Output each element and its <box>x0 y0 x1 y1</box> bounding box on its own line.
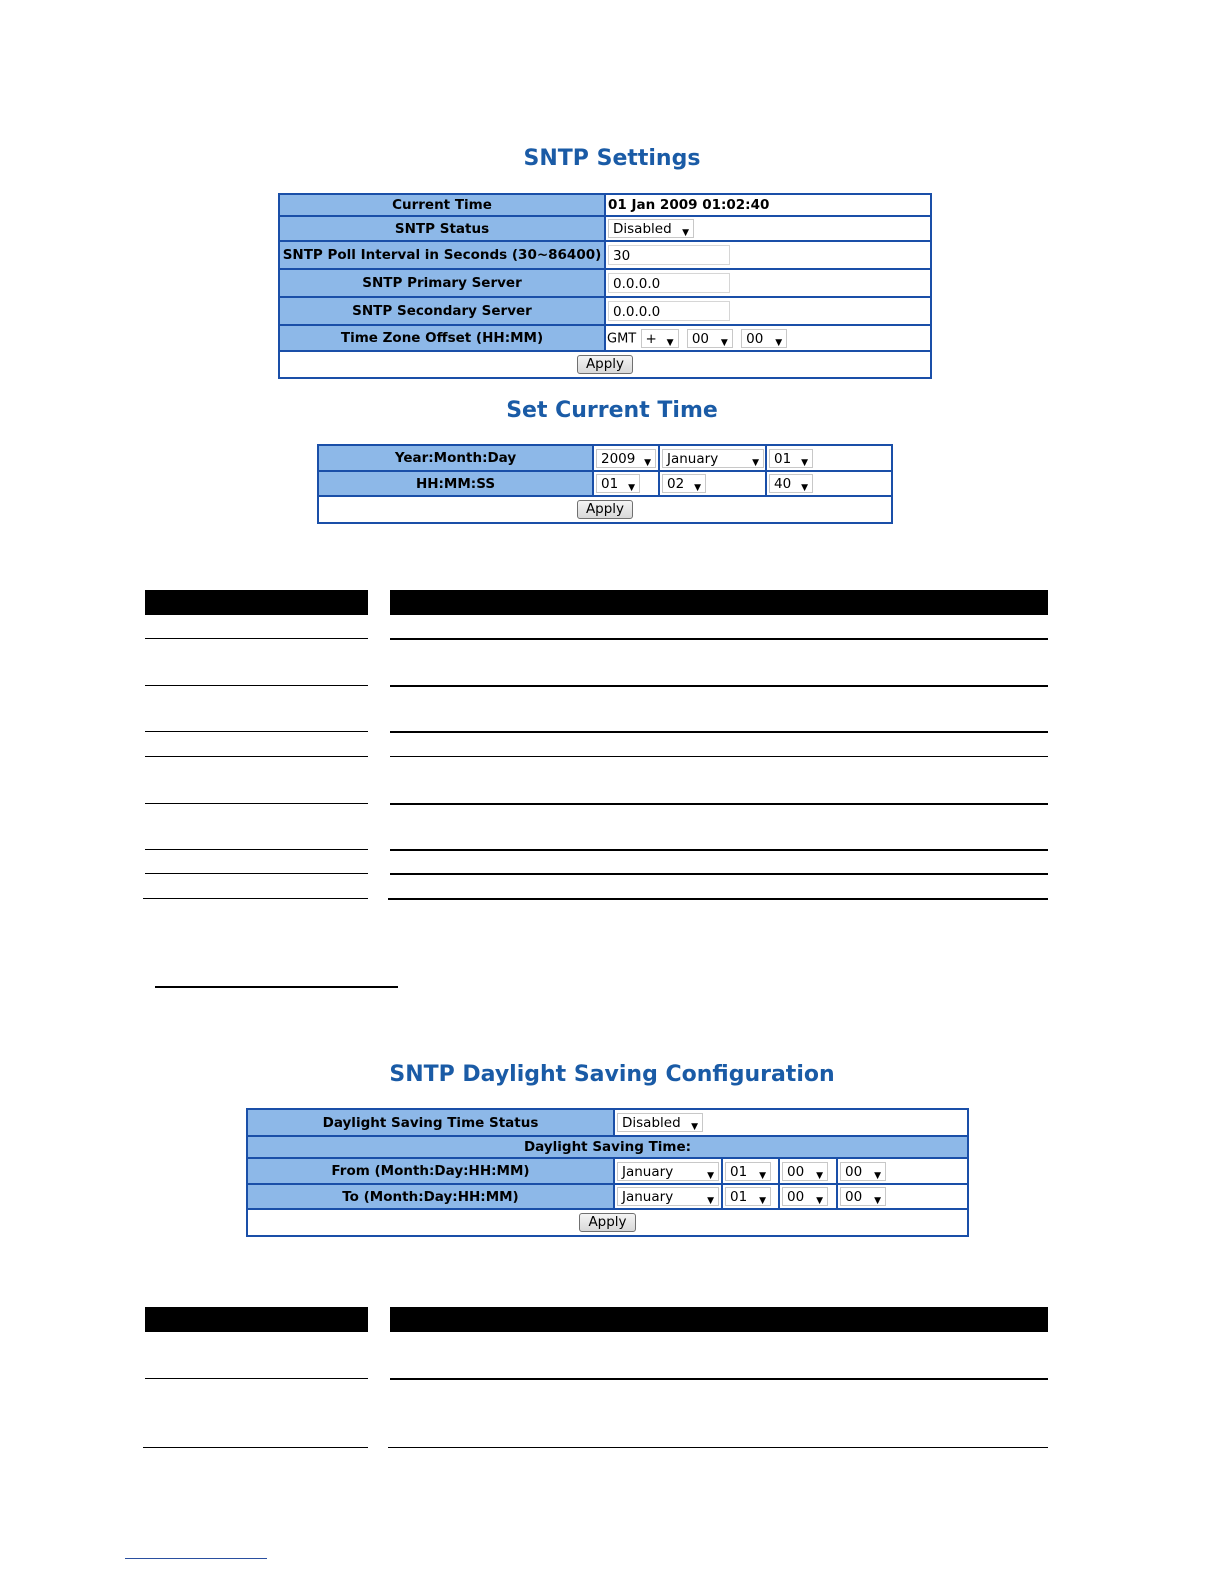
to-minute-select[interactable] <box>840 1187 886 1206</box>
row-divider <box>143 1447 368 1448</box>
daylight-saving-table <box>246 1108 969 1237</box>
chevron-down-icon: ▼ <box>874 1196 881 1206</box>
row-divider <box>143 898 368 899</box>
chevron-down-icon: ▼ <box>874 1170 881 1181</box>
table-header-cell <box>390 590 1048 615</box>
chevron-down-icon: ▼ <box>752 457 759 468</box>
row-divider <box>390 849 1048 851</box>
year-value: 2009 <box>601 450 636 467</box>
secondary-server-input[interactable]: 0.0.0.0 <box>608 301 730 321</box>
row-divider <box>388 1447 1048 1448</box>
month-value: January <box>667 450 719 467</box>
sntp-apply-button[interactable]: Apply <box>577 355 633 374</box>
chevron-down-icon: ▼ <box>691 1122 698 1132</box>
hour-select[interactable] <box>596 474 640 493</box>
timezone-sign-value: + <box>645 330 657 347</box>
sntp-settings-table <box>278 193 932 379</box>
row-divider <box>145 803 368 804</box>
row-divider <box>390 1378 1048 1380</box>
chevron-down-icon: ▼ <box>801 483 808 493</box>
year-select[interactable] <box>596 449 656 468</box>
timezone-hours-select[interactable] <box>687 329 733 348</box>
heading-underline <box>155 986 398 988</box>
dst-from-label: From (Month:Day:HH:MM) <box>247 1158 614 1184</box>
from-minute-value: 00 <box>845 1163 863 1180</box>
primary-server-label: SNTP Primary Server <box>279 269 605 297</box>
row-divider <box>390 803 1048 805</box>
sntp-settings-title: SNTP Settings <box>523 146 701 171</box>
from-day-value: 01 <box>730 1163 748 1180</box>
chevron-down-icon: ▼ <box>644 457 651 468</box>
row-divider <box>390 756 1048 757</box>
row-divider <box>145 849 368 850</box>
chevron-down-icon: ▼ <box>628 483 635 493</box>
sntp-status-select[interactable] <box>608 219 694 238</box>
chevron-down-icon: ▼ <box>694 483 701 493</box>
current-time-value: 01 Jan 2009 01:02:40 <box>605 194 931 216</box>
table-header-cell <box>145 590 368 615</box>
timezone-sign-select[interactable] <box>641 329 679 348</box>
table-header-cell <box>390 1307 1048 1332</box>
to-month-select[interactable] <box>617 1187 719 1206</box>
chevron-down-icon: ▼ <box>816 1170 823 1181</box>
table-header-cell <box>145 1307 368 1332</box>
set-current-time-title: Set Current Time <box>506 398 718 423</box>
to-day-select[interactable] <box>725 1187 771 1206</box>
poll-interval-label: SNTP Poll Interval in Seconds (30~86400) <box>279 241 605 269</box>
chevron-down-icon: ▼ <box>775 337 783 348</box>
hour-value: 01 <box>601 476 619 492</box>
second-select[interactable] <box>769 474 813 493</box>
row-divider <box>145 873 368 874</box>
chevron-down-icon: ▼ <box>720 337 728 348</box>
primary-server-input[interactable]: 0.0.0.0 <box>608 273 730 293</box>
chevron-down-icon: ▼ <box>707 1170 714 1181</box>
dst-to-label: To (Month:Day:HH:MM) <box>247 1184 614 1209</box>
dst-status-value: Disabled <box>622 1115 681 1131</box>
from-minute-select[interactable] <box>840 1162 886 1181</box>
set-time-apply-button[interactable]: Apply <box>577 500 633 519</box>
chevron-down-icon: ▼ <box>682 228 689 238</box>
to-day-value: 01 <box>730 1189 748 1205</box>
timezone-minutes-select[interactable] <box>741 329 787 348</box>
to-month-value: January <box>622 1189 674 1205</box>
ymd-label: Year:Month:Day <box>318 445 593 471</box>
dst-status-select[interactable] <box>617 1113 703 1132</box>
row-divider <box>145 731 368 732</box>
dst-section-label: Daylight Saving Time: <box>247 1136 968 1158</box>
current-time-label: Current Time <box>279 194 605 216</box>
to-hour-value: 00 <box>787 1189 805 1205</box>
from-day-select[interactable] <box>725 1162 771 1181</box>
row-divider <box>145 756 368 757</box>
month-select[interactable] <box>662 449 764 468</box>
set-current-time-table <box>317 444 893 524</box>
row-divider <box>390 638 1048 640</box>
gmt-prefix: GMT <box>607 331 637 346</box>
poll-interval-input[interactable]: 30 <box>608 245 730 265</box>
row-divider <box>390 685 1048 687</box>
row-divider <box>145 638 368 639</box>
from-month-select[interactable] <box>617 1162 719 1181</box>
dst-apply-button[interactable]: Apply <box>579 1213 635 1232</box>
daylight-saving-title: SNTP Daylight Saving Configuration <box>389 1062 835 1087</box>
footer-rule <box>125 1558 267 1559</box>
row-divider <box>145 1378 368 1379</box>
timezone-offset-label: Time Zone Offset (HH:MM) <box>279 325 605 351</box>
hms-label: HH:MM:SS <box>318 471 593 496</box>
sntp-status-label: SNTP Status <box>279 216 605 241</box>
chevron-down-icon: ▼ <box>759 1196 766 1206</box>
second-value: 40 <box>774 476 792 492</box>
from-hour-select[interactable] <box>782 1162 828 1181</box>
row-divider <box>145 685 368 686</box>
minute-value: 02 <box>667 476 685 492</box>
minute-select[interactable] <box>662 474 706 493</box>
day-value: 01 <box>774 450 792 467</box>
dst-status-label: Daylight Saving Time Status <box>247 1109 614 1136</box>
chevron-down-icon: ▼ <box>759 1170 766 1181</box>
chevron-down-icon: ▼ <box>707 1196 714 1206</box>
to-hour-select[interactable] <box>782 1187 828 1206</box>
row-divider <box>388 898 1048 900</box>
day-select[interactable] <box>769 449 813 468</box>
chevron-down-icon: ▼ <box>801 457 808 468</box>
from-hour-value: 00 <box>787 1163 805 1180</box>
timezone-hours-value: 00 <box>691 330 710 347</box>
row-divider <box>390 731 1048 733</box>
row-divider <box>390 873 1048 875</box>
secondary-server-label: SNTP Secondary Server <box>279 297 605 325</box>
chevron-down-icon: ▼ <box>666 337 674 348</box>
sntp-status-value: Disabled <box>613 221 672 237</box>
to-minute-value: 00 <box>845 1189 863 1205</box>
from-month-value: January <box>622 1163 674 1180</box>
timezone-minutes-value: 00 <box>746 330 764 347</box>
chevron-down-icon: ▼ <box>816 1196 823 1206</box>
